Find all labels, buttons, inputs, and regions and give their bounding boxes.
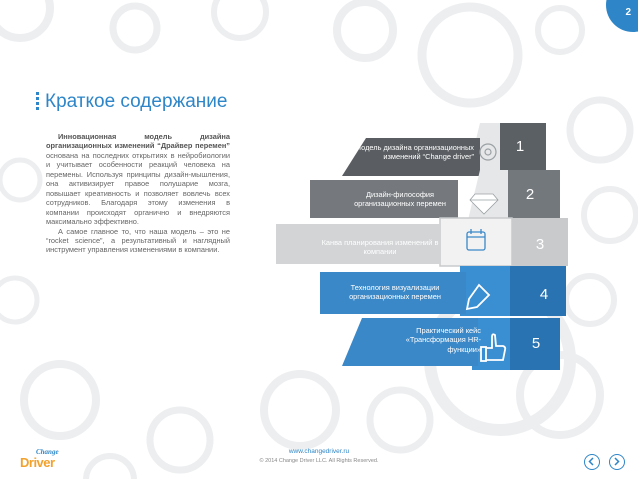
intro-text	[46, 132, 230, 255]
chevron-right-icon	[610, 455, 623, 468]
item-3-back	[440, 218, 512, 266]
item-5-number: 5	[531, 335, 541, 352]
footer-url[interactable]: www.changedriver.ru	[288, 448, 350, 455]
item-2-label[interactable]: Дизайн-философия организационных перемен	[354, 190, 446, 209]
item-3-number: 3	[535, 236, 545, 253]
page-number: 2	[625, 7, 631, 18]
intro-bold: Инновационная модель дизайна организационных изменений “Драйвер перемен”	[46, 132, 230, 151]
item-5-label[interactable]: Практический кейс «Трансформация HR-функции»	[405, 326, 481, 354]
title-accent-dots	[36, 92, 39, 114]
prev-page-button[interactable]	[584, 454, 600, 470]
footer-copyright: © 2014 Change Driver LLC. All Rights Reserved.	[259, 458, 379, 464]
next-page-button[interactable]	[609, 454, 625, 470]
intro-p2: А самое главное то, что наша модель – это не “rocket science”, а результативный и наглядный инструмент управления изменениями в компании.	[46, 226, 230, 255]
item-3-label[interactable]: Канва планирования изменений в компании	[321, 238, 439, 257]
item-1-label[interactable]: Модель дизайна организационных изменений “Change driver”	[354, 143, 474, 162]
item-4-number: 4	[539, 286, 549, 303]
page-title: Краткое содержание	[45, 91, 228, 112]
item-1-number: 1	[515, 138, 525, 155]
chevron-left-icon	[585, 455, 598, 468]
intro-p1: основана на последних открытиях в нейробиологии и учитывает особенности реакций человека на перемены. Используя принципы дизайн-мышления, она активизирует правое полушарие мозга, повышает креативность и позволяет вовлечь всех сотрудников. Благодаря этому изменения в компании происходят органично и внедряются максимально эффективно.	[46, 150, 230, 227]
logo-change-text: Change	[36, 448, 59, 456]
item-2-number: 2	[525, 186, 535, 203]
item-4-label[interactable]: Технология визуализации организационных перемен	[349, 283, 441, 302]
logo-driver-text: Driver	[20, 455, 55, 470]
